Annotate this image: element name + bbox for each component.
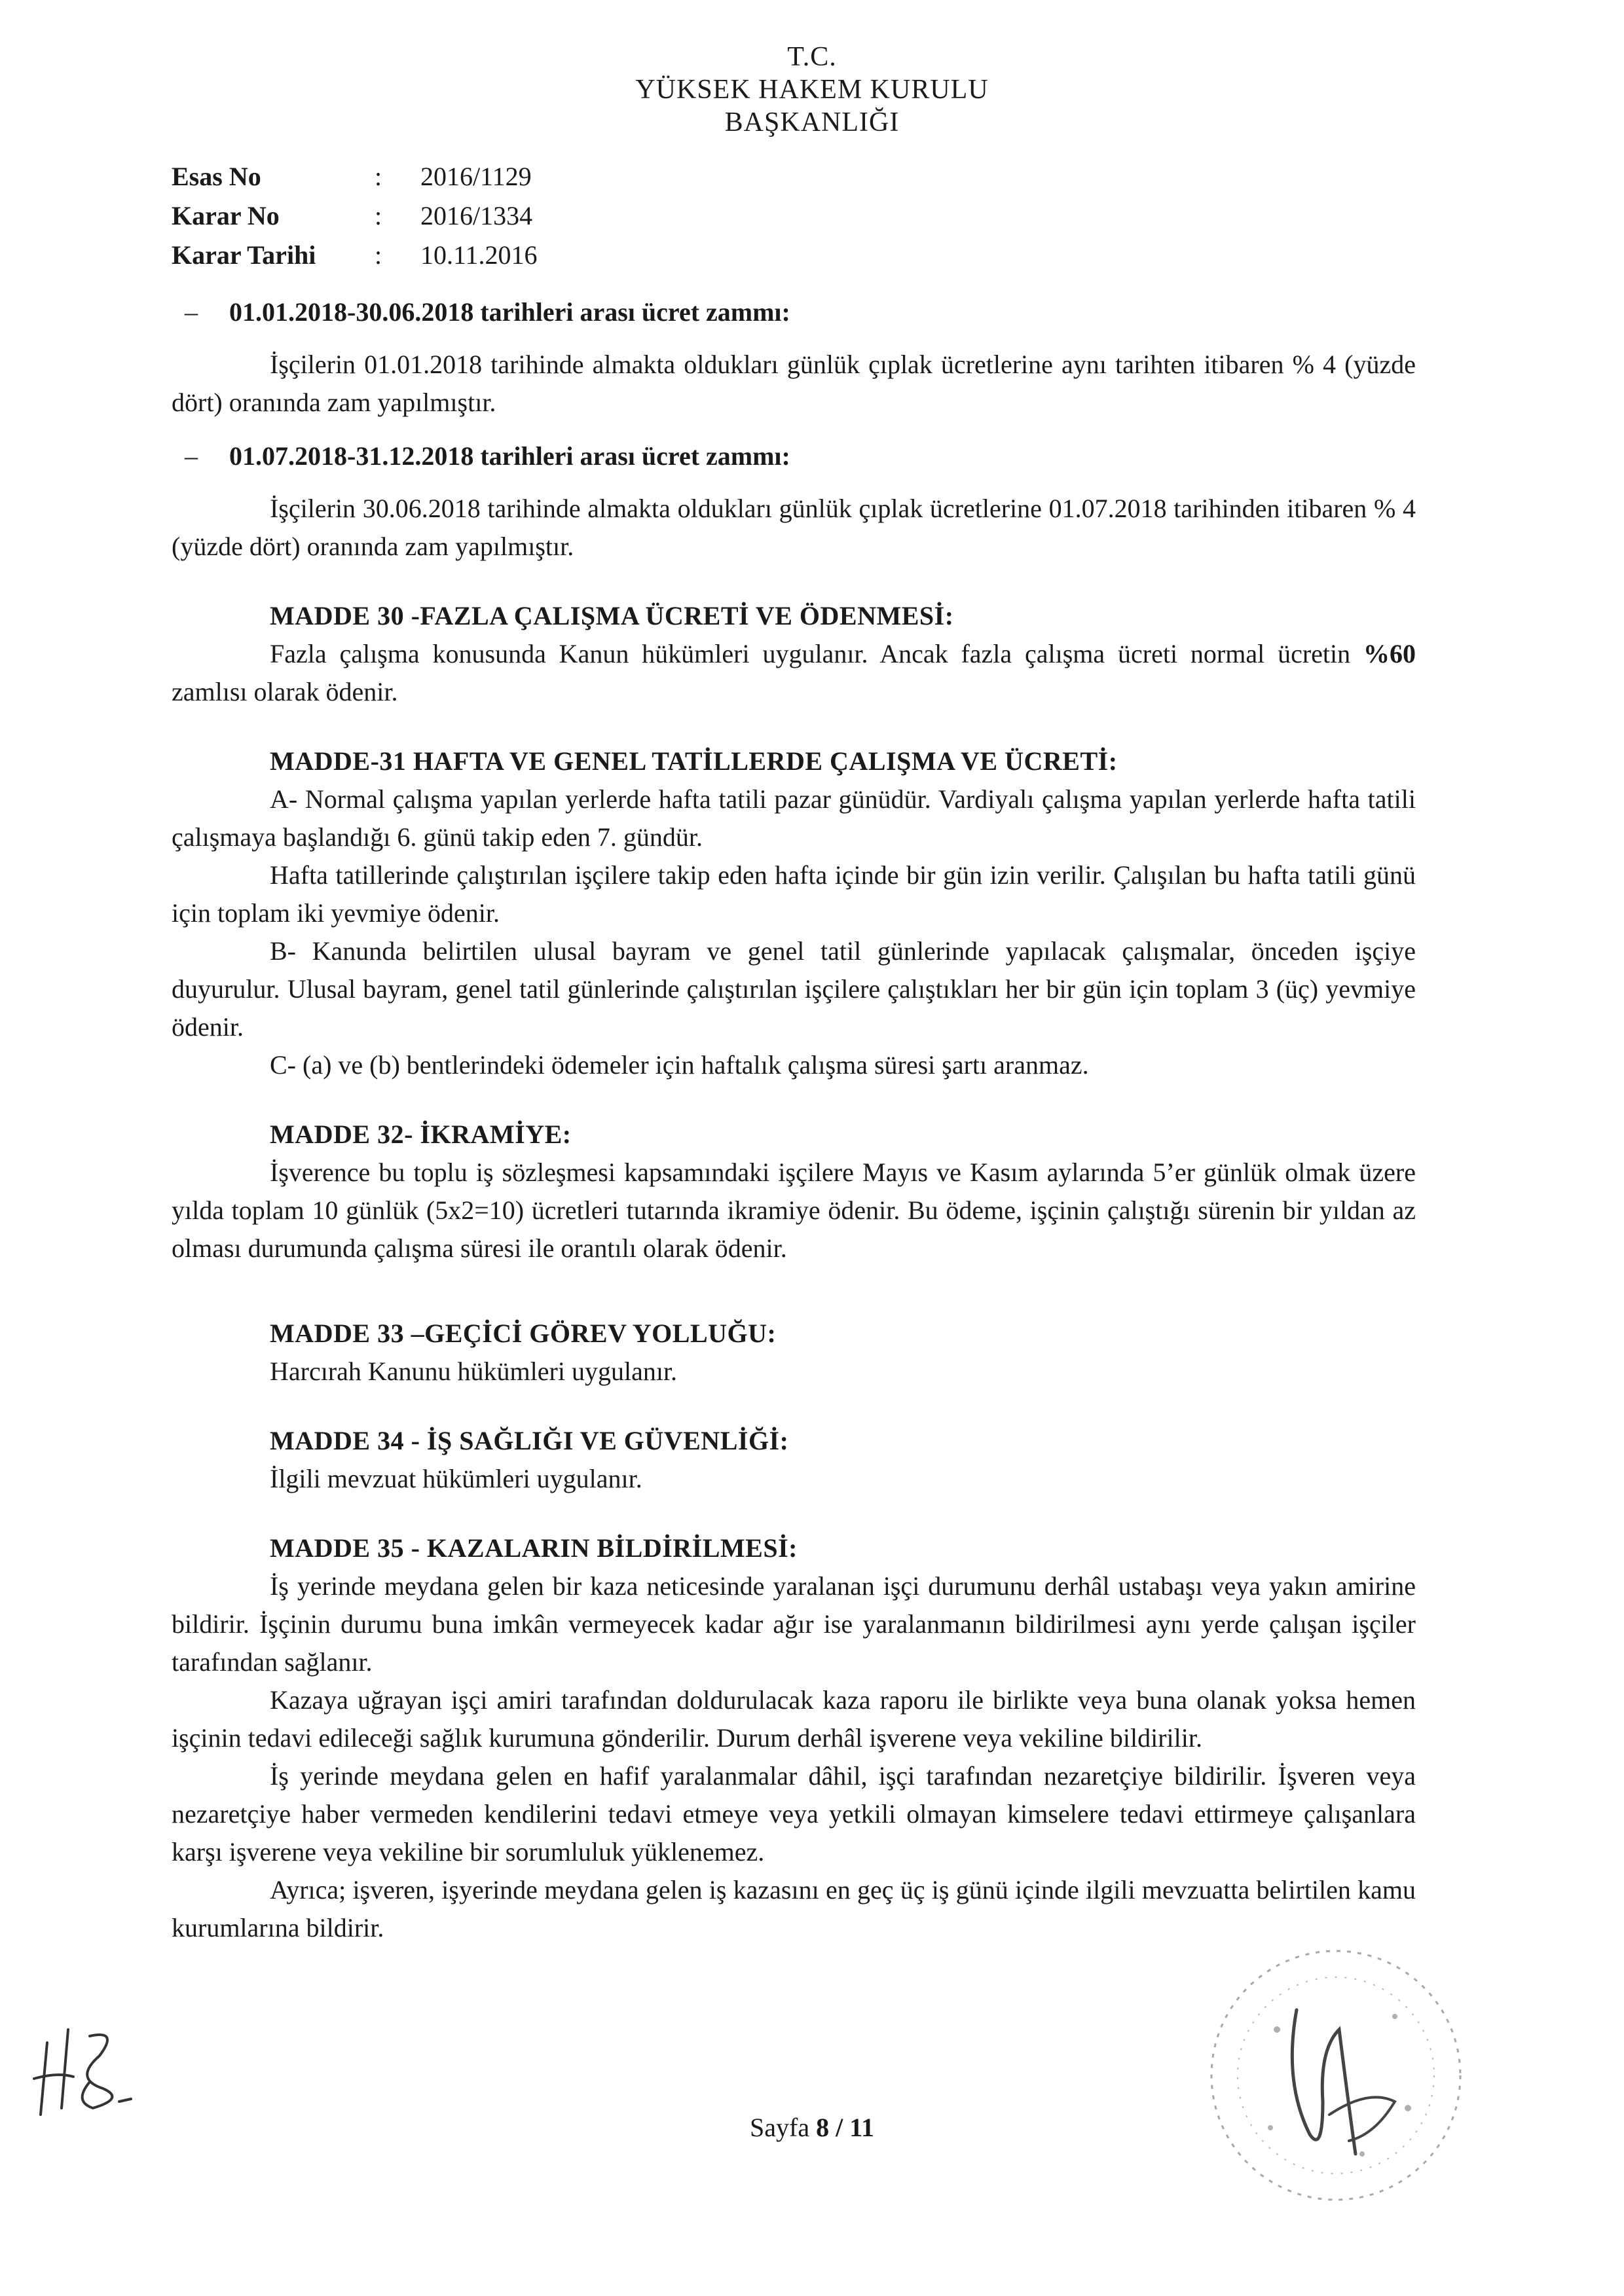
page-separator: /: [829, 2113, 850, 2142]
karar-value: 2016/1334: [420, 201, 533, 230]
article-32-text: İşverence bu toplu iş sözleşmesi kapsamındaki işçilere Mayıs ve Kasım aylarında 5’er günlük olmak üzere yılda toplam 10 günlük (5x2=10) ücretleri tutarında ikramiye ödenir. Bu ödeme, işçinin çalıştığı sürenin bir yıldan az olması durumunda çalışma süresi ile orantılı olarak ödenir.: [172, 1157, 1416, 1263]
article-30-text-b: zamlısı olarak ödenir.: [172, 677, 398, 706]
esas-value: 2016/1129: [420, 162, 532, 191]
meta-row-karar: [172, 196, 538, 236]
article-32-heading: MADDE 32- İKRAMİYE:: [270, 1120, 572, 1149]
wage-raise-1-title: 01.01.2018-30.06.2018 tarihleri arası ücret zammı:: [229, 297, 790, 327]
article-35-heading: MADDE 35 - KAZALARIN BİLDİRİLMESİ:: [270, 1533, 798, 1563]
page-current: 8: [816, 2113, 830, 2142]
article-35-paragraph-1: İş yerinde meydana gelen bir kaza neticesinde yaralanan işçi durumunu derhâl ustabaşı veya yakın amirine bildirir. İşçinin durumu buna imkân vermeyecek kadar ağır ise yaralanmanın bildirilmesi aynı yerde çalışan işçiler tarafından sağlanır.: [172, 1571, 1416, 1677]
meta-row-esas: [172, 157, 538, 196]
dash-bullet: –: [185, 297, 198, 327]
article-30-text: [172, 635, 1416, 711]
tarih-label: Karar Tarihi: [172, 240, 316, 270]
article-30-text-a: Fazla çalışma konusunda Kanun hükümleri uygulanır. Ancak fazla çalışma ücreti normal ücretin: [270, 639, 1363, 668]
page-total: 11: [849, 2113, 874, 2142]
wage-raise-1-text: İşçilerin 01.01.2018 tarihinde almakta oldukları günlük çıplak ücretlerine aynı tarihten itibaren % 4 (yüzde dört) oranında zam yapılmıştır.: [172, 350, 1416, 417]
tarih-value: 10.11.2016: [420, 240, 538, 270]
meta-colon: :: [375, 240, 382, 270]
article-31-paragraph-a: A- Normal çalışma yapılan yerlerde hafta tatili pazar günüdür. Vardiyalı çalışma yapılan yerlerde hafta tatili çalışmaya başlandığı 6. günü takip eden 7. gündür.: [172, 784, 1416, 852]
header-organization: YÜKSEK HAKEM KURULU: [635, 75, 989, 105]
header-tc: T.C.: [787, 42, 837, 72]
header-presidency: BAŞKANLIĞI: [724, 107, 900, 137]
wage-raise-2-text: İşçilerin 30.06.2018 tarihinde almakta oldukları günlük çıplak ücretlerine 01.07.2018 tarihinden itibaren % 4 (yüzde dört) oranında zam yapılmıştır.: [172, 494, 1416, 561]
article-35-paragraph-3: İş yerinde meydana gelen en hafif yaralanmalar dâhil, işçi tarafından nezaretçiye bildirilir. İşveren veya nezaretçiye haber vermeden kendilerini tedavi etmeye veya yetkili olmayan kimselere tedavi ettirmeye çalışanlara karşı işverene veya vekiline bir sorumluluk yüklenemez.: [172, 1761, 1416, 1867]
wage-raise-2-heading: [172, 437, 1416, 475]
document-body: [172, 293, 1416, 1947]
article-30-rate: %60: [1363, 639, 1416, 668]
meta-colon: :: [375, 162, 382, 191]
article-30-heading: MADDE 30 -FAZLA ÇALIŞMA ÜCRETİ VE ÖDENMESİ:: [270, 601, 954, 630]
article-31-heading: MADDE-31 HAFTA VE GENEL TATİLLERDE ÇALIŞMA VE ÜCRETİ:: [270, 746, 1118, 776]
meta-row-tarih: [172, 236, 538, 275]
article-35-paragraph-4: Ayrıca; işveren, işyerinde meydana gelen iş kazasını en geç üç iş günü içinde ilgili mevzuatta belirtilen kamu kurumlarına bildirir.: [172, 1875, 1416, 1942]
official-stamp-signature: [1198, 1938, 1473, 2213]
esas-label: Esas No: [172, 162, 261, 191]
article-31-paragraph-holiday: Hafta tatillerinde çalıştırılan işçilere takip eden hafta içinde bir gün izin verilir. Çalışılan bu hafta tatili günü için toplam iki yevmiye ödenir.: [172, 860, 1416, 928]
dash-bullet: –: [185, 441, 198, 471]
article-31-paragraph-b: B- Kanunda belirtilen ulusal bayram ve genel tatil günlerinde yapılacak çalışmalar, önceden işçiye duyurulur. Ulusal bayram, genel tatil günlerinde çalıştırılan işçilere çalıştıkları her bir gün için toplam 3 (üç) yevmiye ödenir.: [172, 936, 1416, 1042]
article-34-text: İlgili mevzuat hükümleri uygulanır.: [270, 1464, 642, 1493]
article-34-heading: MADDE 34 - İŞ SAĞLIĞI VE GÜVENLİĞİ:: [270, 1426, 789, 1455]
wage-raise-2-title: 01.07.2018-31.12.2018 tarihleri arası ücret zammı:: [229, 441, 790, 471]
case-metadata: [172, 157, 538, 275]
meta-colon: :: [375, 201, 382, 230]
handwritten-initials: [28, 2016, 139, 2121]
article-33-heading: MADDE 33 –GEÇİCİ GÖREV YOLLUĞU:: [270, 1319, 777, 1348]
page-number: [0, 2112, 1624, 2143]
wage-raise-1-heading: [172, 293, 1416, 331]
karar-label: Karar No: [172, 201, 280, 230]
article-35-paragraph-2: Kazaya uğrayan işçi amiri tarafından doldurulacak kaza raporu ile birlikte veya buna olanak yoksa hemen işçinin tedavi edileceği sağlık kurumuna gönderilir. Durum derhâl işverene veya vekiline bildirilir.: [172, 1685, 1416, 1753]
article-33-text: Harcırah Kanunu hükümleri uygulanır.: [270, 1357, 678, 1386]
page-prefix: Sayfa: [750, 2113, 817, 2142]
article-31-paragraph-c: C- (a) ve (b) bentlerindeki ödemeler için haftalık çalışma süresi şartı aranmaz.: [270, 1050, 1089, 1080]
